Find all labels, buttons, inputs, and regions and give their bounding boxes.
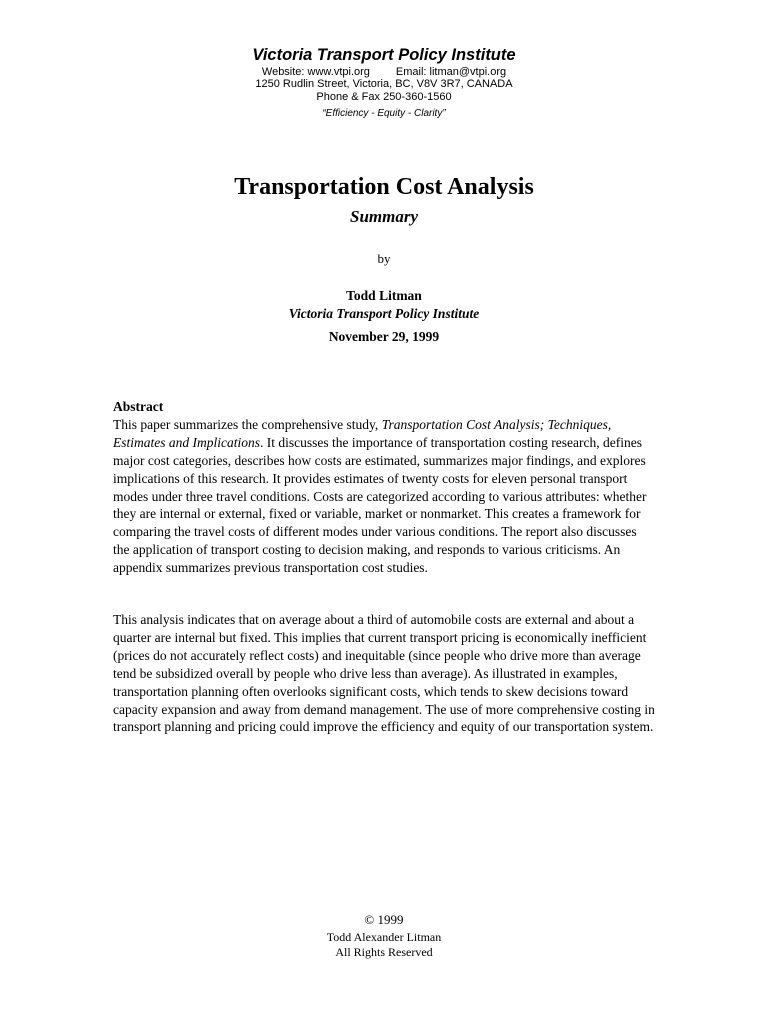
abstract-body-text: . It discusses the importance of transportation costing research, defines major cost categories, describes how costs are estimated, summarizes major findings, and explores implications of this research. It provides estimates of twenty costs for eleven personal transport modes under three travel conditions. Costs are categorized according to various attributes: whether they are internal or external, fixed or variable, market or nonmarket. This creates a framework for comparing the travel costs of different modes under various conditions. The report also discusses the application of transport costing to decision making, and responds to various criticisms. An appendix summarizes previous transportation cost studies. xyxy=(113,434,647,576)
address-line: 1250 Rudlin Street, Victoria, BC, V8V 3R7, CANADA xyxy=(255,78,513,90)
abstract-intro-text: This paper summarizes the comprehensive study, xyxy=(113,416,382,432)
copyright-year: © 1999 xyxy=(364,912,404,927)
author-affiliation: Victoria Transport Policy Institute xyxy=(288,306,480,321)
document-title: Transportation Cost Analysis xyxy=(234,174,534,200)
website-text: Website: www.vtpi.org xyxy=(261,66,370,78)
email-text: Email: litman@vtpi.org xyxy=(395,66,507,78)
author-name: Todd Litman xyxy=(346,288,422,303)
abstract-heading: Abstract xyxy=(113,399,164,414)
abstract-section xyxy=(113,398,655,577)
study-title: Transportation Cost Analysis; Techniques, Estimates and Implications xyxy=(113,416,612,450)
document-subtitle: Summary xyxy=(349,207,419,226)
organization-name: Victoria Transport Policy Institute xyxy=(252,46,516,64)
phone-line: Phone & Fax 250-360-1560 xyxy=(316,91,452,103)
by-line: by xyxy=(377,251,391,266)
abstract-paragraph-2: This analysis indicates that on average about a third of automobile costs are external and about a quarter are internal but fixed. This implies that current transport pricing is economically inefficient (prices do not accurately reflect costs) and inequitable (since people who drive more than average tend be subsidized overall by people who drive less than average). As illustrated in examples, transportation planning often overlooks significant costs, which tends to skew decisions toward capacity expansion and away from demand management. The use of more comprehensive costing in transport planning and pricing could improve the efficiency and equity of our transportation system. xyxy=(113,612,655,735)
document-date: November 29, 1999 xyxy=(328,329,440,344)
rights-statement: All Rights Reserved xyxy=(335,945,433,959)
motto: “Efficiency - Equity - Clarity” xyxy=(322,108,446,119)
copyright-holder: Todd Alexander Litman xyxy=(326,930,442,944)
abstract-paragraph-1 xyxy=(113,416,655,577)
